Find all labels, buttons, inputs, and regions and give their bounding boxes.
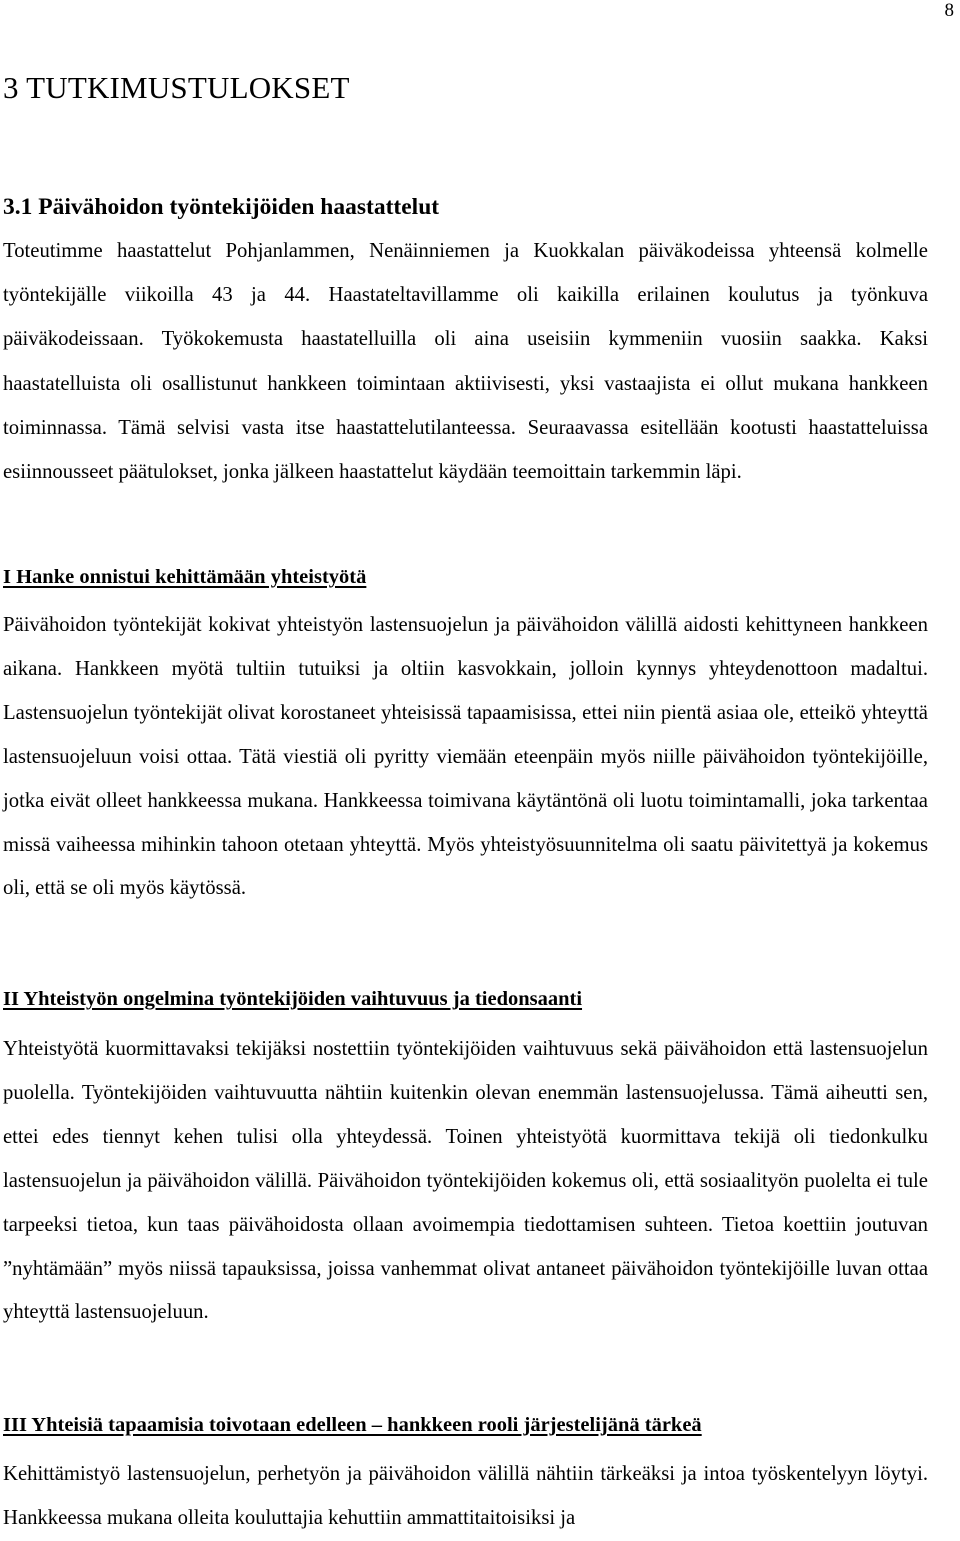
theme-body-3: Kehittämistyö lastensuojelun, perhetyön ja päivähoidon välillä nähtiin tärkeäksi ja intoa työskentelyyn löytyi. Hankkeessa mukana olleita kouluttajia kehuttiin ammattitaitoisiksi ja [3, 1463, 928, 1529]
intro-paragraph: Toteutimme haastattelut Pohjanlammen, Nenäinniemen ja Kuokkalan päiväkodeissa yhteensä kolmelle työntekijälle viikoilla 43 ja 44. Haastateltavillamme oli kaikilla erilainen koulutus ja työnkuva päiväkodeissaan. Työkokemusta haastatelluilla oli aina useisiin kymmeniin vuosiin saakka. Kaksi haastatelluista oli osallistunut hankkeen toimintaan aktiivisesti, yksi vastaajista ei ollut mukana hankkeen toiminnassa. Tämä selvisi vasta itse haastattelutilanteessa. Seuraavassa esitellään kootusti haastatteluissa esiinnousseet päätulokset, jonka jälkeen haastattelut käydään teemoittain tarkemmin läpi. [3, 240, 928, 484]
page-number: 8 [944, 0, 954, 21]
theme-heading-3-text: III Yhteisiä tapaamisia toivotaan edelleen – hankkeen rooli järjestelijänä tärkeä [3, 1414, 702, 1436]
theme-heading-3 [3, 1411, 702, 1439]
chapter-title: 3 TUTKIMUSTULOKSET [3, 70, 350, 105]
theme-heading-2 [3, 985, 582, 1013]
section-title: 3.1 Päivähoidon työntekijöiden haastattelut [3, 194, 440, 220]
theme-heading-1-text: I Hanke onnistui kehittämään yhteistyötä [3, 566, 367, 588]
theme-heading-2-text: II Yhteistyön ongelmina työntekijöiden vaihtuvuus ja tiedonsaanti [3, 988, 583, 1010]
theme-heading-1 [3, 563, 366, 591]
theme-body-2: Yhteistyötä kuormittavaksi tekijäksi nostettiin työntekijöiden vaihtuvuus sekä päivähoidon että lastensuojelun puolella. Työntekijöiden vaihtuvuutta nähtiin kuitenkin olevan enemmän lastensuojelussa. Tämä aiheutti sen, ettei edes tiennyt kehen tulisi olla yhteydessä. Toinen yhteistyötä kuormittava tekijä oli tiedonkulku lastensuojelun ja päivähoidon välillä. Päivähoidon työntekijöiden kokemus oli, että sosiaalityön puolelta ei tule tarpeeksi tietoa, kun taas päivähoidosta ollaan avoimempia tiedottamisen suhteen. Tietoa koettiin joutuvan ”nyhtämään” myös niissä tapauksissa, joissa vanhemmat olivat antaneet päivähoidon työntekijöille luvan ottaa yhteyttä lastensuojeluun. [3, 1038, 928, 1324]
theme-body-1: Päivähoidon työntekijät kokivat yhteistyön lastensuojelun ja päivähoidon välillä aidosti kehittyneen hankkeen aikana. Hankkeen myötä tultiin tutuiksi ja oltiin kasvokkain, jolloin kynnys yhteydenottoon madaltui. Lastensuojelun työntekijät olivat korostaneet yhteisissä tapaamisissa, ettei niin pientä asiaa ole, etteikö yhteyttä lastensuojeluun voisi ottaa. Tätä viestiä oli pyritty viemään eteenpäin myös niille päivähoidon työntekijöille, jotka eivät olleet hankkeessa mukana. Hankkeessa toimivana käytäntönä oli luotu toimintamalli, joka tarkentaa missä vaiheessa mihinkin tahoon otetaan yhteyttä. Myös yhteistyösuunnitelma oli saatu päivitettyä ja kokemus oli, että se oli myös käytössä. [3, 614, 928, 900]
